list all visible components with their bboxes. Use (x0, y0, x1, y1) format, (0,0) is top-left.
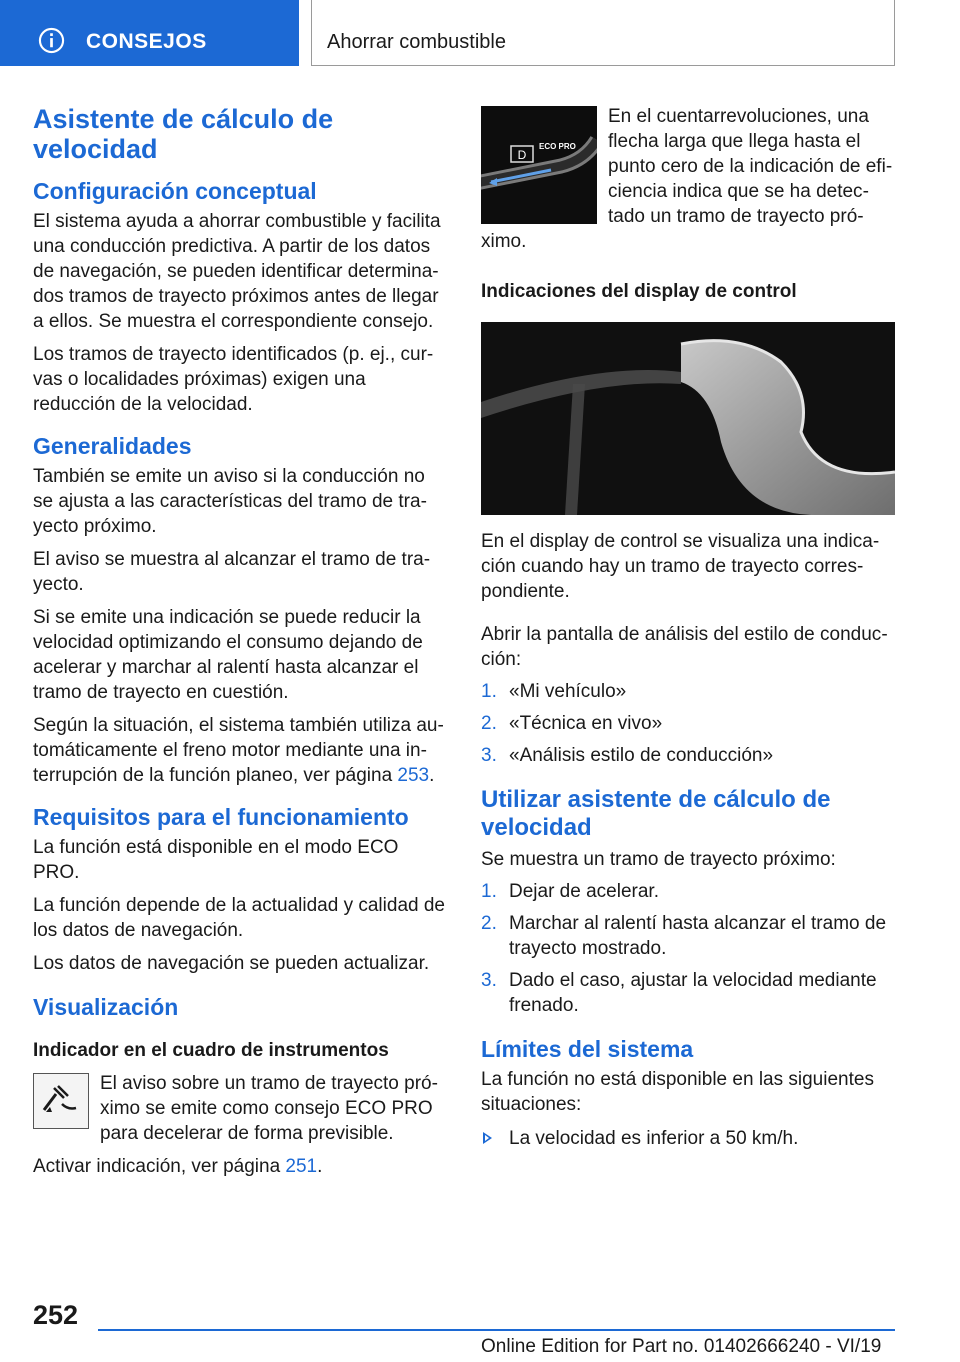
heading-limites: Límites del sistema (481, 1036, 694, 1062)
subheading-cuadro-instrumentos: Indicador en el cuadro de instrumentos (33, 1040, 389, 1061)
page-title: Asistente de cálculo de velocidad (33, 104, 334, 164)
list-item (481, 1126, 896, 1151)
footer-edition-text: Online Edition for Part no. 01402666240 - VI/19 (481, 1336, 882, 1357)
header-section (311, 0, 895, 66)
text: Según la situación, el sistema también utiliza automáticamente el freno motor mediante una interrupción de la función planeo, ver página (33, 715, 444, 786)
paragraph (33, 713, 448, 788)
subheading-display-control: Indicaciones del display de control (481, 281, 797, 302)
step-number: 2. (481, 913, 497, 934)
menu-steps-list (481, 679, 896, 768)
tacho-mode-label: ECO PRO (539, 142, 576, 151)
list-item (481, 879, 896, 904)
tachometer-image (481, 106, 597, 224)
text: . (429, 765, 435, 786)
bullet-triangle-icon (483, 1132, 492, 1144)
page-number: 252 (33, 1300, 79, 1330)
page-link-251[interactable]: 251 (285, 1156, 318, 1177)
paragraph: La función no está disponible en las siguientes situaciones: (481, 1069, 874, 1115)
paragraph: En el display de control se visualiza una indicación cuando hay un tramo de trayecto correspondiente. (481, 531, 880, 602)
paragraph: El aviso sobre un tramo de trayecto próximo se emite como consejo ECO PRO para decelerar de forma previsible. (100, 1073, 438, 1144)
footer-divider (98, 1329, 895, 1331)
paragraph (33, 1154, 448, 1179)
header-tab-consejos[interactable] (0, 0, 299, 66)
info-icon (38, 27, 65, 54)
right-column (481, 104, 896, 1151)
heading-utilizar: Utilizar asistente de cálculo de velocidad (481, 786, 831, 841)
heading-generalidades: Generalidades (33, 433, 192, 459)
limits-list (481, 1126, 896, 1151)
step-text: Marchar al ralentí hasta alcanzar el tramo de trayecto mostrado. (509, 913, 887, 959)
instrument-note (33, 1071, 448, 1146)
list-item (481, 968, 896, 1018)
text: Activar indicación, ver página (33, 1156, 286, 1177)
header-tab-label: CONSEJOS (86, 30, 207, 53)
list-item (481, 743, 896, 768)
list-item (481, 679, 896, 704)
paragraph: Abrir la pantalla de análisis del estilo de conducción: (481, 624, 888, 670)
paragraph: Si se emite una indicación se puede reducir la velocidad optimizando el consumo dejando de acelerar y marchar al ralentí hasta alcanzar el tramo de trayecto en cuestión. (33, 607, 423, 703)
page-link-253[interactable]: 253 (397, 765, 430, 786)
paragraph: Los datos de navegación se pueden actualizar. (33, 953, 430, 974)
text: . (317, 1156, 323, 1177)
curve-warning-icon (33, 1073, 89, 1129)
tacho-gear-label: D (517, 148, 527, 162)
list-item (481, 711, 896, 736)
paragraph: También se emite un aviso si la conducción no se ajusta a las características del tramo de trayecto próximo. (33, 466, 427, 537)
tacho-note (481, 104, 896, 254)
paragraph: El aviso se muestra al alcanzar el tramo de trayecto. (33, 549, 431, 595)
header-section-title: Ahorrar combustible (327, 31, 506, 53)
step-text: «Análisis estilo de conducción» (509, 745, 774, 766)
paragraph: En el cuentarrevoluciones, una flecha larga que llega hasta el punto cero de la indicación de eficiencia indica que se ha detectado un tramo de trayecto próximo. (481, 106, 893, 252)
step-number: 3. (481, 745, 497, 766)
paragraph: La función depende de la actualidad y calidad de los datos de navegación. (33, 895, 445, 941)
step-number: 1. (481, 881, 497, 902)
bullet-text: La velocidad es inferior a 50 km/h. (509, 1128, 799, 1149)
list-item (481, 911, 896, 961)
step-text: «Técnica en vivo» (509, 713, 663, 734)
paragraph: La función está disponible en el modo ECO PRO. (33, 837, 399, 883)
paragraph: Los tramos de trayecto identificados (p. ej., curvas o localidades próximas) exigen una reducción de la velocidad. (33, 344, 434, 415)
heading-configuracion: Configuración conceptual (33, 178, 317, 204)
step-number: 3. (481, 970, 497, 991)
left-column (33, 104, 448, 1179)
heading-visualizacion: Visualización (33, 994, 179, 1020)
heading-requisitos: Requisitos para el funcionamiento (33, 804, 409, 830)
step-text: Dado el caso, ajustar la velocidad mediante frenado. (509, 970, 877, 1016)
step-text: «Mi vehículo» (509, 681, 627, 702)
step-number: 2. (481, 713, 497, 734)
step-number: 1. (481, 681, 497, 702)
paragraph: El sistema ayuda a ahorrar combustible y facilita una conducción predictiva. A partir de los datos de navegación, se pueden identificar determinados tramos de trayecto próximos antes de llegar a ellos. Se muestra el correspondiente consejo. (33, 211, 441, 332)
step-text: Dejar de acelerar. (509, 881, 659, 902)
paragraph: Se muestra un tramo de trayecto próximo: (481, 849, 836, 870)
use-steps-list (481, 879, 896, 1018)
control-display-image (481, 322, 895, 515)
